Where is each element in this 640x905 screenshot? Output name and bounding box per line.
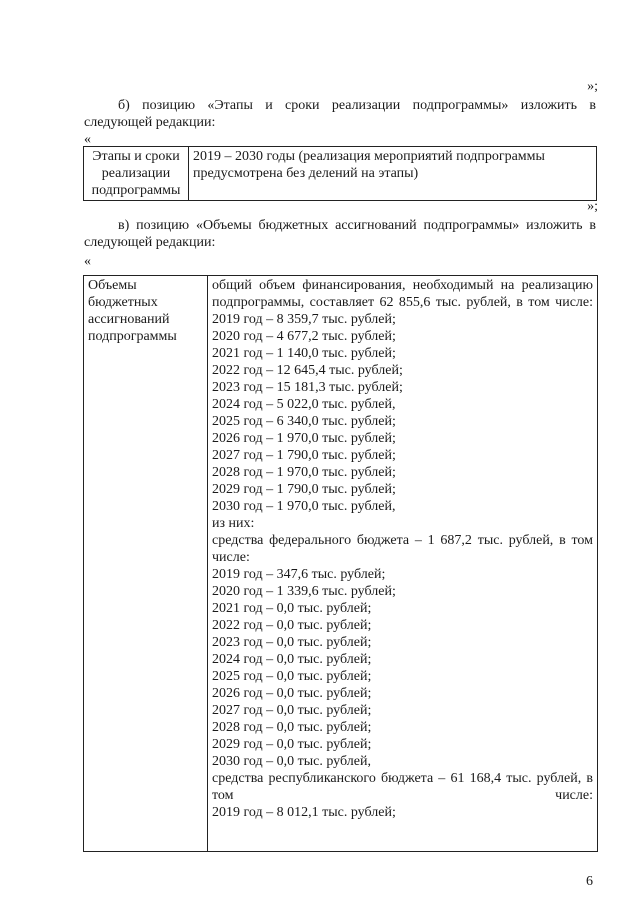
year-amount-line: 2022 год – 12 645,4 тыс. рублей; <box>212 363 403 378</box>
budget-intro: общий объем финансирования, необходимый на реализацию подпрограммы, составляет 62 855,6 тыс. рублей, в том числе: <box>212 278 593 310</box>
federal-intro: средства федерального бюджета – 1 687,2 тыс. рублей, в том числе: <box>212 533 593 565</box>
stages-value: 2019 – 2030 годы (реализация мероприятий подпрограммы предусмотрена без делений на этапы) <box>189 147 597 201</box>
paragraph-v: в) позицию «Объемы бюджетных ассигнований подпрограммы» изложить в следующей редакции: <box>84 218 596 250</box>
table-row <box>84 147 597 201</box>
year-amount-line: 2021 год – 1 140,0 тыс. рублей; <box>212 346 396 361</box>
year-amount-line: 2028 год – 0,0 тыс. рублей; <box>212 720 372 735</box>
opening-quote: « <box>84 132 91 147</box>
closing-quote: »; <box>587 199 598 214</box>
year-amount-line: 2026 год – 1 970,0 тыс. рублей; <box>212 431 396 446</box>
total-year-list <box>212 311 593 515</box>
year-amount-line: 2029 год – 1 790,0 тыс. рублей; <box>212 482 396 497</box>
year-amount-line: 2024 год – 0,0 тыс. рублей; <box>212 652 372 667</box>
paragraph-b: б) позицию «Этапы и сроки реализации подпрограммы» изложить в следующей редакции: <box>84 98 596 130</box>
year-amount-line: 2026 год – 0,0 тыс. рублей; <box>212 686 372 701</box>
year-amount-line: 2023 год – 15 181,3 тыс. рублей; <box>212 380 403 395</box>
stages-label: Этапы и сроки реализации подпрограммы <box>84 147 189 201</box>
federal-year-list <box>212 566 593 770</box>
budget-value <box>208 276 598 852</box>
year-amount-line: 2022 год – 0,0 тыс. рублей; <box>212 618 372 633</box>
budget-table <box>83 275 598 852</box>
year-amount-line: 2019 год – 8 359,7 тыс. рублей; <box>212 312 396 327</box>
year-amount-line: 2027 год – 0,0 тыс. рублей; <box>212 703 372 718</box>
of-them-label: из них: <box>212 516 255 531</box>
year-amount-line: 2024 год – 5 022,0 тыс. рублей, <box>212 397 396 412</box>
year-amount-line: 2019 год – 8 012,1 тыс. рублей; <box>212 805 396 820</box>
closing-quote: »; <box>587 79 598 94</box>
budget-label: Объемы бюджетных ассигнований подпрограммы <box>84 276 208 852</box>
republic-year-list <box>212 804 593 821</box>
year-amount-line: 2019 год – 347,6 тыс. рублей; <box>212 567 386 582</box>
year-amount-line: 2020 год – 1 339,6 тыс. рублей; <box>212 584 396 599</box>
year-amount-line: 2025 год – 0,0 тыс. рублей; <box>212 669 372 684</box>
year-amount-line: 2028 год – 1 970,0 тыс. рублей; <box>212 465 396 480</box>
opening-quote: « <box>84 254 91 269</box>
page-number: 6 <box>586 874 593 889</box>
year-amount-line: 2027 год – 1 790,0 тыс. рублей; <box>212 448 396 463</box>
year-amount-line: 2025 год – 6 340,0 тыс. рублей; <box>212 414 396 429</box>
year-amount-line: 2023 год – 0,0 тыс. рублей; <box>212 635 372 650</box>
year-amount-line: 2029 год – 0,0 тыс. рублей; <box>212 737 372 752</box>
table-row <box>84 276 598 852</box>
year-amount-line: 2020 год – 4 677,2 тыс. рублей; <box>212 329 396 344</box>
year-amount-line: 2030 год – 1 970,0 тыс. рублей, <box>212 499 396 514</box>
year-amount-line: 2021 год – 0,0 тыс. рублей; <box>212 601 372 616</box>
republic-intro: средства республиканского бюджета – 61 168,4 тыс. рублей, в том числе: <box>212 771 593 803</box>
year-amount-line: 2030 год – 0,0 тыс. рублей, <box>212 754 371 769</box>
stages-table <box>83 146 597 201</box>
